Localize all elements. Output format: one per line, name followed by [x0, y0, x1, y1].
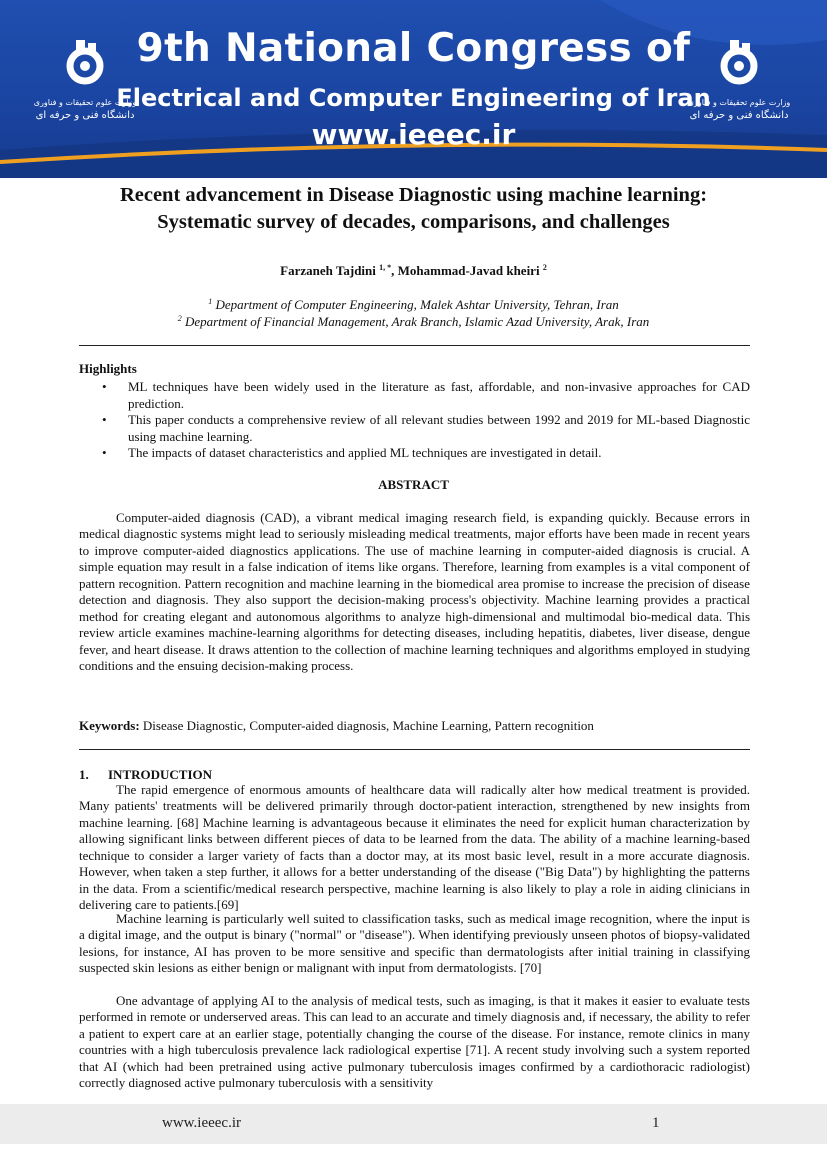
intro-paragraph-2: Machine learning is particularly well suited to classification tasks, such as medical image recognition, where the input is a digital image, and the output is binary ("normal" or "disease"). When identifying previously unseen photos of biopsy-validated lesions, for instance, AI has proven to be more sensitive and specific than dermatologists after initial training in classifying suspected skin lesions as either benign or malignant with input from dermatologists. [70]	[79, 911, 750, 976]
page-footer	[0, 1104, 827, 1144]
section-number: 1.	[79, 767, 89, 782]
paper-title	[60, 182, 767, 236]
section-heading-introduction	[79, 767, 212, 783]
author-affiliation-mark: 1, *	[379, 263, 392, 272]
keywords	[79, 718, 750, 734]
bullet-icon: •	[102, 379, 107, 394]
section-title: INTRODUCTION	[108, 767, 213, 782]
congress-title: 9th National Congress of	[136, 26, 691, 71]
conference-banner	[0, 0, 827, 178]
list-item: • This paper conducts a comprehensive review of all relevant studies between 1992 and 2019 for ML-based Diagnostic using machine learning.	[102, 412, 750, 444]
affiliation	[0, 314, 827, 330]
affiliation-text: Department of Financial Management, Arak Branch, Islamic Azad University, Arak, Iran	[184, 314, 650, 329]
abstract-heading: ABSTRACT	[378, 477, 449, 492]
author-separator: ,	[391, 263, 398, 278]
page-number: 1	[652, 1115, 660, 1131]
footer-url[interactable]: www.ieeec.ir	[162, 1115, 241, 1131]
congress-subtitle: Electrical and Computer Engineering of Iran	[116, 84, 711, 112]
bullet-icon: •	[102, 412, 107, 427]
paper-title-line2: Systematic survey of decades, comparisons, and challenges	[157, 211, 670, 233]
logo-caption: وزارت علوم تحقیقات و فناوری دانشگاه فنی و حرفه ای	[33, 98, 137, 121]
keywords-text: Disease Diagnostic, Computer-aided diagnosis, Machine Learning, Pattern recognition	[139, 718, 594, 733]
congress-url[interactable]: www.ieeec.ir	[311, 118, 516, 151]
affiliation-mark: 1	[208, 297, 213, 306]
highlights-heading: Highlights	[79, 361, 137, 376]
affiliation-text: Department of Computer Engineering, Malek Ashtar University, Tehran, Iran	[215, 297, 619, 312]
list-item: • The impacts of dataset characteristics and applied ML techniques are investigated in detail.	[102, 445, 602, 460]
keywords-label: Keywords:	[79, 718, 140, 733]
author-name: Farzaneh Tajdini	[280, 263, 376, 278]
intro-paragraph-3: One advantage of applying AI to the analysis of medical tests, such as imaging, is that it makes it easier to evaluate tests performed in remote or underserved areas. This can lead to an accurate and timely diagnosis and, if necessary, the ability to refer a patient to expert care at an earlier stage, potentially changing the course of the disease. For instance, remote clinics in many countries with a high tuberculosis prevalence lack radiological expertise [71]. A recent study involving such a system reported that AI (which had been pretrained using active pulmonary tuberculosis images confirmed by a cardiothoracic radiologist) correctly diagnosed active pulmonary tuberculosis with a sensitivity	[79, 993, 750, 1091]
paper-title-line1: Recent advancement in Disease Diagnostic using machine learning:	[119, 184, 708, 206]
list-item: • ML techniques have been widely used in the literature as fast, affordable, and non-invasive approaches for CAD prediction.	[102, 379, 750, 411]
abstract-body: Computer-aided diagnosis (CAD), a vibrant medical imaging research field, is expanding quickly. Because errors in medical diagnostic systems might lead to seriously misleading medical treatments, major efforts have been made in recent years to improve computer-aided diagnostics applications. The use of machine learning in computer-aided diagnosis is crucial. A simple equation may result in a false indication of items like organs. Therefore, learning from examples is a vital component of pattern recognition. Pattern recognition and machine learning in the biomedical area promise to increase the precision of disease detection and diagnosis. They also support the decision-making process's objectivity. Machine learning provides a practical method for creating elegant and autonomous algorithms to analyze high-dimensional and multimodal bio-medical data. This review article examines machine-learning algorithms for detecting diseases, including hepatitis, diabetes, liver disease, dengue fever, and heart disease. It draws attention to the collection of machine learning techniques and algorithms employed in studying conditions and the ensuing decision-making process.	[79, 510, 750, 674]
highlights-list	[79, 379, 750, 462]
author-affiliation-mark: 2	[542, 263, 547, 272]
author-name: Mohammad-Javad kheiri	[397, 263, 540, 278]
intro-paragraph-1: The rapid emergence of enormous amounts of healthcare data will radically alter how medical treatment is provided. Many patients' treatments will be delivered primarily through doctor-patient interaction, strengthened by new insights from machine learning. [68] Machine learning is advantageous because it eliminates the need for explicit human characterization by allowing significant links between different pieces of data to be learned from the data. The ability of a machine learning-based technique to consider a larger variety of facts than a doctor may, at its most basic level, result in a more accurate diagnosis. However, when taken a step further, it allows for a better understanding of the disease ("Big Data") by highlighting the patterns in the data. From a scientific/medical research perspective, machine learning is also likely to play a role in aiding clinicians in delivering care to patients.[69]	[79, 782, 750, 913]
bullet-icon: •	[102, 445, 107, 460]
affiliation	[0, 297, 827, 313]
divider	[79, 749, 750, 750]
affiliation-mark: 2	[177, 314, 182, 323]
author-list	[0, 263, 827, 279]
divider	[79, 345, 750, 346]
logo-caption: وزارت علوم تحقیقات و فناوری دانشگاه فنی و حرفه ای	[687, 98, 791, 121]
